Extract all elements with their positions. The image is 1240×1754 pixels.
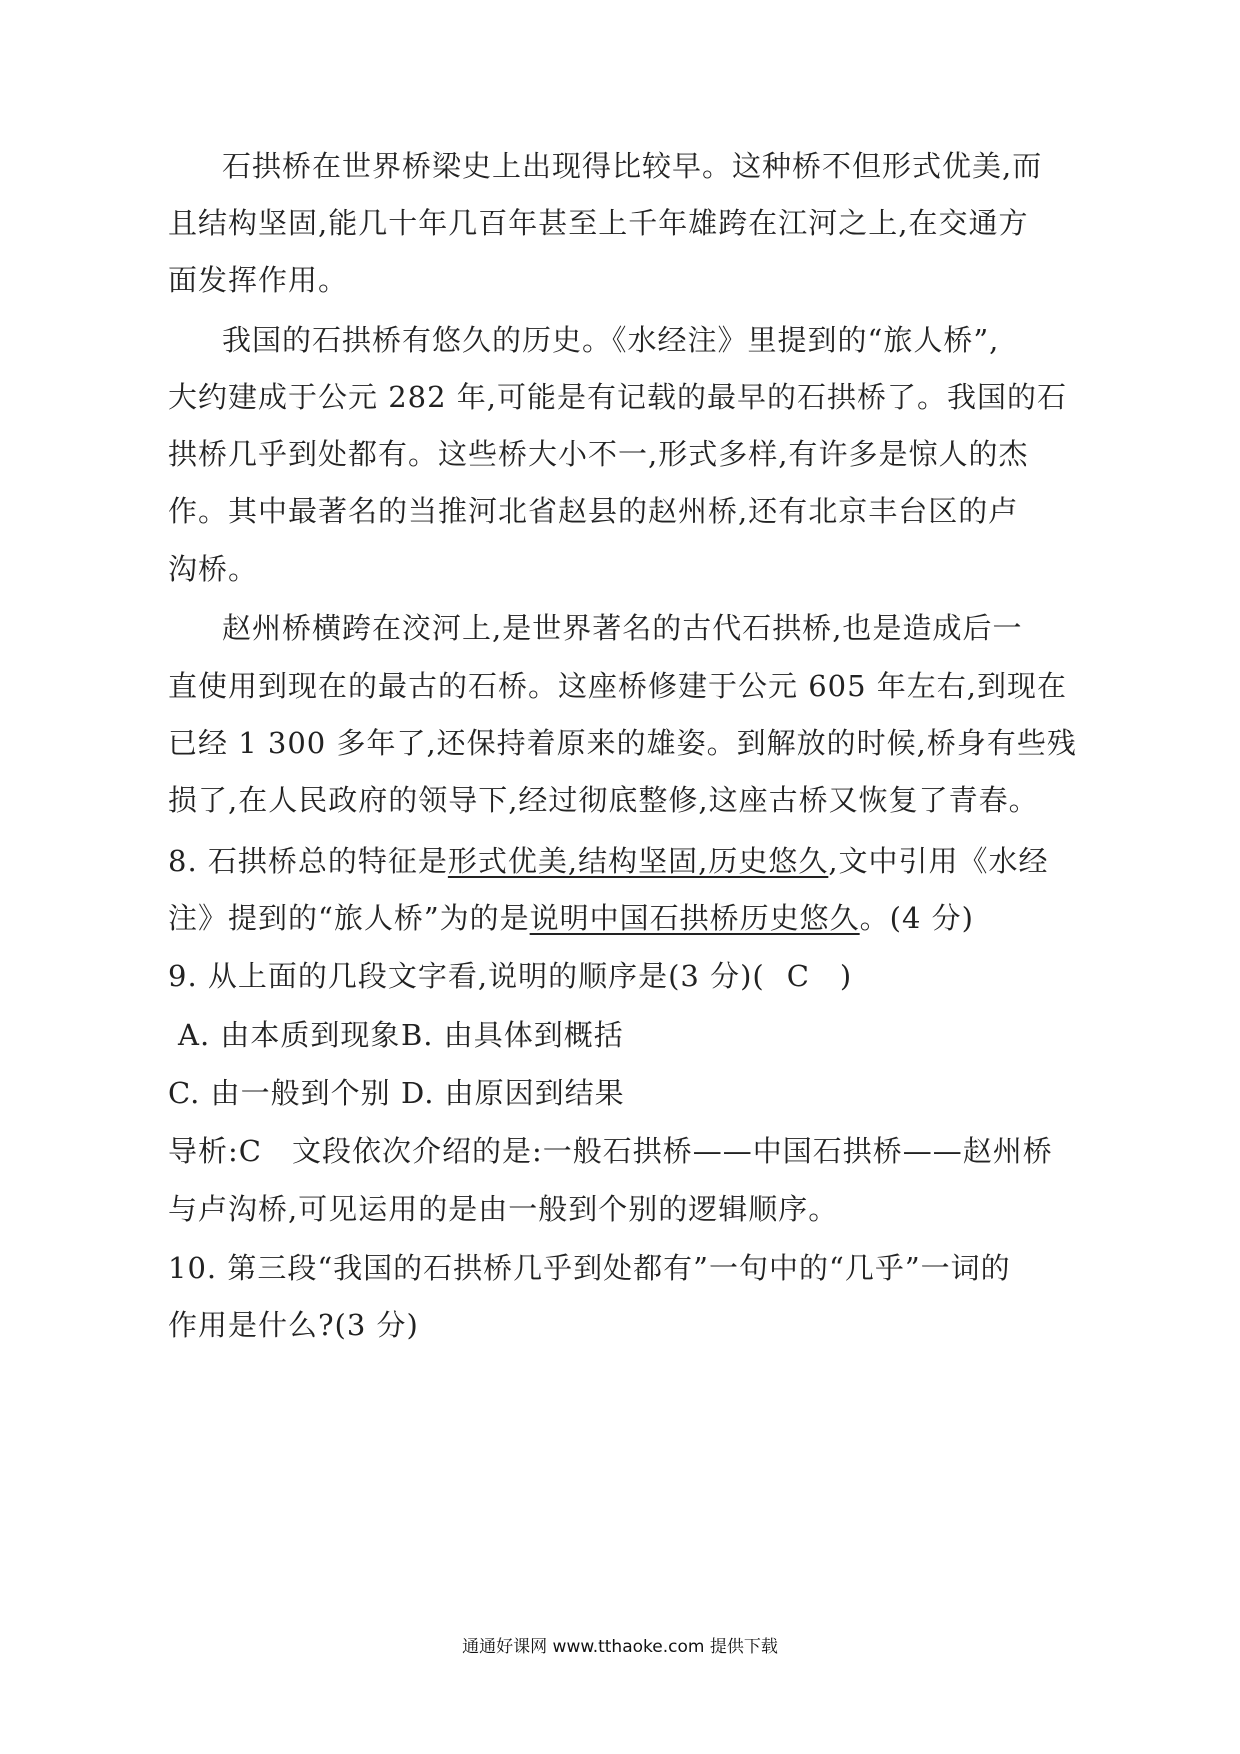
paragraph-3-line-1: 赵州桥横跨在洨河上,是世界著名的古代石拱桥,也是造成后一 [222, 611, 1023, 645]
question-9-stem-line [168, 956, 852, 996]
question-8-middle: ,文中引用《水经 [828, 844, 1049, 878]
question-10-line-1: 10. 第三段“我国的石拱桥几乎到处都有”一句中的“几乎”一词的 [168, 1251, 1011, 1285]
paragraph-1-line-2: 且结构坚固,能几十年几百年甚至上千年雄跨在江河之上,在交通方 [168, 206, 1029, 240]
question-10-line-2: 作用是什么?(3 分) [168, 1308, 419, 1342]
question-9-option-d: D. 由原因到结果 [401, 1076, 625, 1110]
paragraph-2-line-2: 大约建成于公元 282 年,可能是有记载的最早的石拱桥了。我国的石 [168, 380, 1068, 414]
paragraph-3-line-2: 直使用到现在的最古的石桥。这座桥修建于公元 605 年左右,到现在 [168, 669, 1068, 703]
question-9-answer: C [786, 959, 810, 993]
paragraph-1-line-1: 石拱桥在世界桥梁史上出现得比较早。这种桥不但形式优美,而 [222, 149, 1043, 183]
question-9-stem: 9. 从上面的几段文字看,说明的顺序是(3 分)( [168, 959, 765, 993]
question-8-answer-1: 形式优美,结构坚固,历史悠久 [447, 844, 829, 878]
question-8-line-2-prefix: 注》提到的“旅人桥”为的是 [168, 901, 530, 935]
question-9-option-c: C. 由一般到个别 [168, 1076, 391, 1110]
paragraph-2-line-3: 拱桥几乎到处都有。这些桥大小不一,形式多样,有许多是惊人的杰 [168, 437, 1029, 471]
question-9-option-b: B. 由具体到概括 [401, 1018, 624, 1052]
question-8-line-2 [168, 898, 974, 938]
question-8-suffix: 。(4 分) [859, 901, 974, 935]
paragraph-3-line-3: 已经 1 300 多年了,还保持着原来的雄姿。到解放的时候,桥身有些残 [168, 726, 1077, 760]
question-8-line-1 [168, 841, 1049, 881]
paragraph-2-line-1: 我国的石拱桥有悠久的历史。《水经注》里提到的“旅人桥”, [222, 323, 1000, 357]
question-9-option-a: A. 由本质到现象 [178, 1018, 401, 1052]
footer-download-note: 通通好课网 www.tthaoke.com 提供下载 [462, 1637, 778, 1657]
question-9-analysis-line-2: 与卢沟桥,可见运用的是由一般到个别的逻辑顺序。 [168, 1192, 839, 1226]
paragraph-2-line-5: 沟桥。 [168, 552, 259, 586]
question-9-close-paren: ) [839, 959, 853, 993]
question-8-answer-2: 说明中国石拱桥历史悠久 [529, 901, 860, 935]
paragraph-2-line-4: 作。其中最著名的当推河北省赵县的赵州桥,还有北京丰台区的卢 [168, 494, 1019, 528]
question-9-analysis-line-1: 导析:C 文段依次介绍的是:一般石拱桥——中国石拱桥——赵州桥 [168, 1134, 1053, 1168]
question-8-prefix: 8. 石拱桥总的特征是 [168, 844, 448, 878]
paragraph-1-line-3: 面发挥作用。 [168, 263, 349, 297]
paragraph-3-line-4: 损了,在人民政府的领导下,经过彻底整修,这座古桥又恢复了青春。 [168, 783, 1039, 817]
